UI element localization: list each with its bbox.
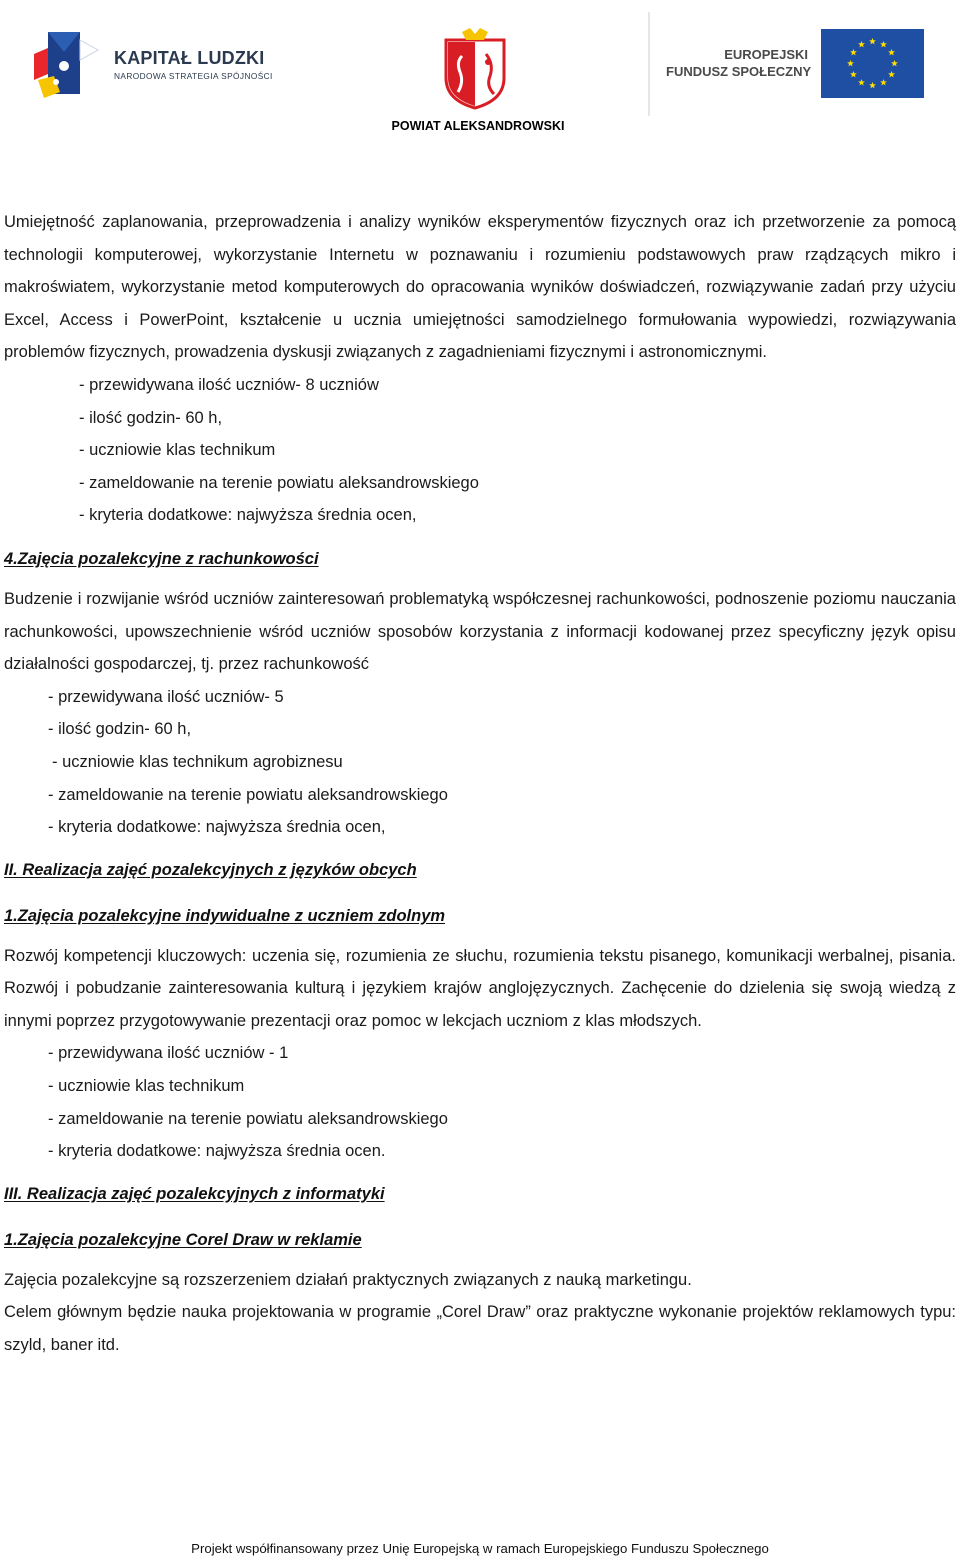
paragraph-languages: Rozwój kompetencji kluczowych: uczenia się, rozumienia ze słuchu, rozumienia tekstu pisanego, komunikacji werbalnej, pisania. Rozwój i pobudzanie zainteresowania kulturą i językiem krajów anglojęzycznych. Zachęcenie do dzielenia się swoją wiedzą z innymi poprzez przygotowywanie prezentacji oraz pomoc w lekcjach uczniom z klas młodszych. (4, 946, 956, 1030)
list-accounting-criteria (4, 681, 956, 844)
page-header (0, 0, 960, 150)
heading-section-iii: III. Realizacja zajęć pozalekcyjnych z informatyki (4, 1184, 385, 1203)
page-footer: Projekt współfinansowany przez Unię Europejską w ramach Europejskiego Funduszu Społecznego (191, 1541, 769, 1556)
list-item: - kryteria dodatkowe: najwyższa średnia ocen, (48, 818, 386, 837)
list-item: - uczniowie klas technikum (48, 1077, 245, 1096)
efs-logo-text (666, 46, 812, 80)
kapital-ludzki-emblem-icon (34, 30, 106, 102)
document-body (4, 206, 956, 1362)
list-item: - ilość godzin- 60 h, (79, 408, 223, 427)
paragraph-corel-goal: Celem głównym będzie nauka projektowania w programie „Corel Draw” oraz praktyczne wykonanie projektów reklamowych typu: szyld, baner itd. (4, 1303, 956, 1355)
header-divider (648, 12, 650, 116)
powiat-label: POWIAT ALEKSANDROWSKI (391, 119, 565, 133)
list-item: - przewidywana ilość uczniów- 8 uczniów (79, 375, 379, 394)
kapital-ludzki-title: KAPITAŁ LUDZKI (114, 48, 265, 68)
heading-accounting: 4.Zajęcia pozalekcyjne z rachunkowości (4, 549, 319, 568)
list-physics-criteria (4, 369, 956, 532)
heading-corel-draw: 1.Zajęcia pozalekcyjne Corel Draw w reklamie (4, 1230, 362, 1249)
kapital-ludzki-logo (28, 26, 273, 106)
list-item: - przewidywana ilość uczniów- 5 (48, 687, 284, 706)
powiat-crest-icon (442, 26, 508, 110)
paragraph-marketing: Zajęcia pozalekcyjne są rozszerzeniem działań praktycznych związanych z nauką marketingu. (4, 1270, 692, 1289)
heading-gifted-student: 1.Zajęcia pozalekcyjne indywidualne z uczniem zdolnym (4, 906, 446, 925)
kapital-ludzki-subtitle: NARODOWA STRATEGIA SPÓJNOŚCI (114, 71, 273, 81)
list-item: - zameldowanie na terenie powiatu aleksandrowskiego (48, 1109, 448, 1128)
paragraph-physics: Umiejętność zaplanowania, przeprowadzenia i analizy wyników eksperymentów fizycznych oraz ich przetworzenie za pomocą technologii komputerowej, wykorzystanie Internetu w poznawaniu i rozumieniu podstawowych praw rządzących mikro i makroświatem, wykorzystanie metod komputerowych do opracowania wyników doświadczeń, rozwiązywanie zadań przy użyciu Excel, Access i PowerPoint, kształcenie u ucznia umiejętności samodzielnego formułowania wypowiedzi, rozwiązywania problemów fizycznych, prowadzenia dyskusji związanych z zagadnieniami fizycznymi i astronomicznymi. (4, 213, 956, 362)
efs-line-2: FUNDUSZ SPOŁECZNY (666, 64, 812, 79)
list-item: - uczniowie klas technikum agrobiznesu (52, 752, 343, 771)
list-item: - ilość godzin- 60 h, (48, 720, 192, 739)
list-item: - kryteria dodatkowe: najwyższa średnia ocen. (48, 1142, 386, 1161)
heading-section-ii: II. Realizacja zajęć pozalekcyjnych z języków obcych (4, 860, 417, 879)
list-item: - zameldowanie na terenie powiatu aleksandrowskiego (48, 785, 448, 804)
list-languages-criteria (4, 1037, 956, 1167)
list-item: - uczniowie klas technikum (79, 441, 276, 460)
paragraph-accounting: Budzenie i rozwijanie wśród uczniów zainteresowań problematyką współczesnej rachunkowości, podnoszenie poziomu nauczania rachunkowości, upowszechnienie wśród uczniów sposobów korzystania z informacji kodowanej przez specyficzny język opisu działalności gospodarczej, tj. przez rachunkowość (4, 589, 956, 674)
list-item: - przewidywana ilość uczniów - 1 (48, 1044, 289, 1063)
efs-line-1: EUROPEJSKI (724, 47, 808, 62)
eu-flag-icon (821, 29, 924, 98)
list-item: - zameldowanie na terenie powiatu aleksandrowskiego (79, 473, 479, 492)
list-item: - kryteria dodatkowe: najwyższa średnia ocen, (79, 506, 417, 525)
